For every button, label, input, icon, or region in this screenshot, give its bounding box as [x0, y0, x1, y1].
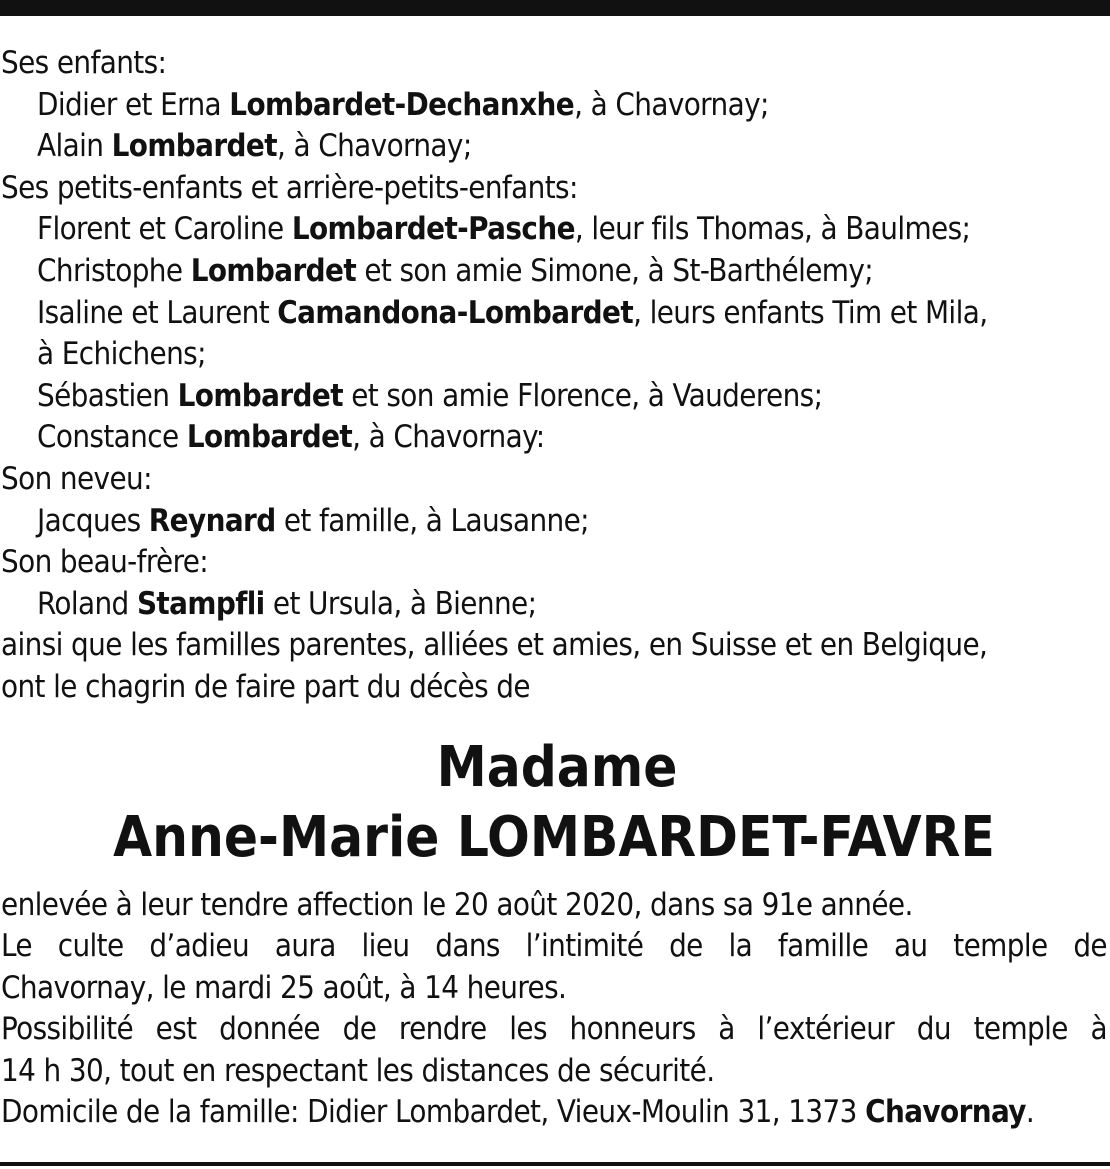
entry-family-name: Lombardet: [186, 419, 353, 456]
entry-location: et famille, à Lausanne;: [275, 502, 589, 539]
grandchildren-entry: [1, 251, 1107, 293]
grandchildren-entry: [1, 293, 1107, 335]
entry-first-names: Didier et Erna: [37, 86, 230, 123]
ceremony-text: Chavornay, le mardi 25 août, à 14 heures.: [1, 969, 567, 1006]
entry-location: , à Chavornay:: [352, 419, 545, 456]
entry-location: , à Chavornay;: [574, 86, 769, 123]
entry-family-name: Lombardet: [111, 128, 277, 165]
entry-family-name: Lombardet: [190, 252, 357, 289]
entry-location: , leurs enfants Tim et Mila,: [633, 294, 988, 331]
closing-line: ainsi que les familles parentes, alliées et amies, en Suisse et en Belgique,: [1, 627, 988, 664]
entry-family-name: Reynard: [148, 502, 276, 539]
address-text: Domicile de la famille: Didier Lombardet, Vieux-Moulin 31, 1373: [1, 1094, 866, 1131]
grandchildren-entry: [1, 209, 1107, 251]
grandchildren-entry: [1, 376, 1107, 418]
closing-line: ont le chagrin de faire part du décès de: [1, 668, 530, 705]
entry-first-names: Alain: [37, 128, 112, 165]
address-period: .: [1025, 1094, 1035, 1131]
section-heading-children: Ses enfants:: [1, 45, 167, 81]
condolences-text: Possibilité est donnée de rendre les honneurs à l’extérieur du temple à: [1, 1011, 1107, 1048]
children-entry: [1, 126, 1107, 168]
section-heading-nephew: Son neveu:: [1, 460, 152, 497]
ceremony-text: Le culte d’adieu aura lieu dans l’intimité de la famille au temple de: [1, 928, 1107, 965]
entry-location: , leur fils Thomas, à Baulmes;: [574, 211, 971, 248]
entry-first-names: Florent et Caroline: [37, 211, 292, 248]
entry-location: et son amie Florence, à Vauderens;: [342, 377, 823, 414]
bottom-border-rule: [0, 1162, 1110, 1166]
entry-family-name: Lombardet-Dechanxhe: [229, 86, 575, 123]
nephew-entry: [1, 501, 1107, 543]
deceased-name: Anne-Marie LOMBARDET-FAVRE: [113, 804, 995, 870]
entry-location: et son amie Simone, à St-Barthélemy;: [356, 252, 874, 289]
grandchildren-entry-continuation: à Echichens;: [37, 336, 206, 373]
death-date-text: enlevée à leur tendre affection le 20 août 2020, dans sa 91e année.: [1, 886, 913, 923]
entry-family-name: Lombardet-Pasche: [291, 211, 575, 248]
entry-location: et Ursula, à Bienne;: [264, 585, 537, 622]
death-notice: [1, 43, 1107, 1134]
entry-first-names: Roland: [37, 585, 137, 622]
entry-first-names: Isaline et Laurent: [37, 294, 278, 331]
entry-first-names: Jacques: [37, 502, 149, 539]
entry-first-names: Constance: [37, 419, 187, 456]
entry-location: , à Chavornay;: [276, 128, 472, 165]
entry-family-name: Stampfli: [136, 585, 265, 622]
entry-family-name: Camandona-Lombardet: [277, 294, 634, 331]
section-heading-grandchildren: Ses petits-enfants et arrière-petits-enfants:: [1, 169, 578, 206]
grandchildren-entry: [1, 417, 1107, 459]
top-border-rule: [0, 0, 1110, 16]
brother-in-law-entry: [1, 584, 1107, 626]
family-address: [1, 1092, 1107, 1134]
entry-family-name: Lombardet: [177, 377, 343, 414]
address-place: Chavornay: [865, 1094, 1026, 1131]
condolences-text: 14 h 30, tout en respectant les distances de sécurité.: [1, 1052, 715, 1089]
entry-first-names: Christophe: [37, 252, 191, 289]
deceased-salutation: Madame: [436, 734, 678, 800]
children-entry: [1, 85, 1107, 127]
entry-first-names: Sébastien: [37, 377, 178, 414]
section-heading-brother-in-law: Son beau-frère:: [1, 544, 209, 581]
